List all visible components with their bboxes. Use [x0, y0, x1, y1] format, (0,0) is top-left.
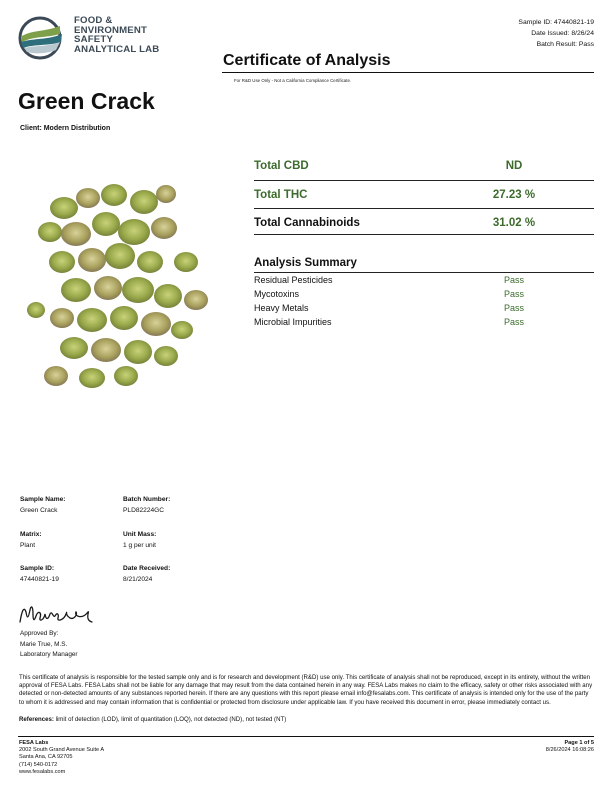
summary-label: Heavy Metals	[254, 303, 309, 313]
summary-label: Mycotoxins	[254, 289, 300, 299]
report-meta	[518, 17, 594, 50]
disclaimer-text: For R&D Use Only - Not a California Compliance Certificate.	[234, 78, 352, 83]
divider	[254, 272, 594, 273]
approver-role: Laboratory Manager	[20, 651, 78, 658]
summary-result: Pass	[504, 317, 525, 327]
logo-line-2: ENVIRONMENT	[74, 24, 148, 36]
total-thc-value: 27.23 %	[492, 189, 536, 201]
field-label: Matrix:	[20, 531, 42, 538]
field-label: Sample Name:	[20, 496, 66, 503]
analysis-summary-title: Analysis Summary	[254, 257, 357, 269]
sample-id-meta: Sample ID: 47440821-19	[518, 19, 594, 26]
unit-mass-field	[123, 531, 156, 550]
product-name: Green Crack	[18, 88, 155, 114]
legal-disclaimer: This certificate of analysis is responsible for the tested sample only and is for research and development (R&D) use only. This certificate of analysis shall not be reproduced, except in its entirety, without the written approval of FESA Labs. FESA Labs shall not be liable for any damage that may result from the data contained herein in any way. FESA Labs makes no claim to the efficacy, safety or other risks associated with any detected or non-detected amounts of any substances reported herein. If there are any questions with this report please email info@fesalabs.com. This certificate of analysis is intended only for the use of the party to whom it is addressed and may contain information that is confidential or protected from disclosure under applicable law. If you have received this document in error, please immediately contact us.	[19, 674, 593, 706]
footer-phone: (714) 540-0172	[19, 761, 58, 768]
field-value: Plant	[20, 542, 36, 549]
total-thc-label: Total THC	[254, 189, 308, 201]
total-cannabinoids-value: 31.02 %	[492, 217, 536, 229]
sample-id-field	[20, 565, 59, 584]
field-value: PLD82224GC	[123, 507, 165, 514]
field-label: Batch Number:	[123, 496, 171, 503]
logo-line-1: FOOD &	[74, 15, 113, 26]
sample-name-field	[20, 496, 65, 515]
divider	[254, 234, 594, 235]
lab-logo-wordmark	[74, 16, 159, 54]
approved-by-label: Approved By:	[20, 630, 59, 637]
field-value: 47440821-19	[20, 576, 59, 583]
references	[19, 716, 286, 723]
page-number: Page 1 of 5	[564, 740, 594, 746]
divider	[254, 208, 594, 209]
field-label: Date Received:	[123, 565, 171, 572]
footer-website: www.fesalabs.com	[19, 768, 66, 775]
references-label: References:	[19, 716, 54, 723]
title-divider	[222, 72, 594, 73]
signature	[18, 600, 98, 628]
batch-number-field	[123, 496, 170, 515]
signature-image	[18, 600, 98, 628]
footer-divider	[18, 736, 594, 737]
approval-block	[20, 629, 78, 661]
footer-company: FESA Labs	[19, 740, 49, 746]
total-cannabinoids-label: Total Cannabinoids	[254, 217, 360, 229]
divider	[254, 180, 594, 181]
footer-address	[19, 740, 104, 776]
field-label: Unit Mass:	[123, 531, 157, 538]
matrix-field	[20, 531, 42, 550]
total-cbd-label: Total CBD	[254, 160, 309, 172]
batch-result-meta: Batch Result: Pass	[536, 41, 594, 48]
logo-line-4: ANALYTICAL LAB	[74, 43, 160, 55]
summary-label: Microbial Impurities	[254, 317, 332, 327]
footer-address-line2: Santa Ana, CA 92705	[19, 754, 73, 761]
product-photo	[16, 150, 226, 410]
footer-page-info	[546, 740, 594, 754]
approver-name: Marie True, M.S.	[20, 640, 68, 648]
page-title: Certificate of Analysis	[223, 52, 391, 69]
lab-logo	[18, 14, 198, 70]
summary-result: Pass	[504, 275, 525, 285]
footer-timestamp: 8/26/2024 16:08:26	[545, 747, 594, 754]
field-value: 1 g per unit	[123, 542, 156, 549]
cannabis-buds-image	[16, 150, 226, 410]
summary-label: Residual Pesticides	[254, 275, 333, 285]
footer-address-line1: 2002 South Grand Avenue Suite A	[19, 747, 105, 754]
lab-logo-icon	[18, 14, 68, 64]
total-cbd-value: ND	[505, 160, 523, 172]
logo-line-3: SAFETY	[74, 34, 114, 46]
field-value: Green Crack	[20, 507, 58, 514]
date-received-field	[123, 565, 170, 584]
client-name: Client: Modern Distribution	[20, 125, 111, 132]
field-value: 8/21/2024	[123, 576, 153, 583]
field-label: Sample ID:	[20, 565, 55, 572]
references-text: limit of detection (LOD), limit of quantitation (LOQ), not detected (ND), not tested (NT)	[55, 716, 287, 723]
date-issued-meta: Date Issued: 8/26/24	[531, 30, 594, 37]
summary-result: Pass	[504, 303, 525, 313]
summary-result: Pass	[504, 289, 525, 299]
